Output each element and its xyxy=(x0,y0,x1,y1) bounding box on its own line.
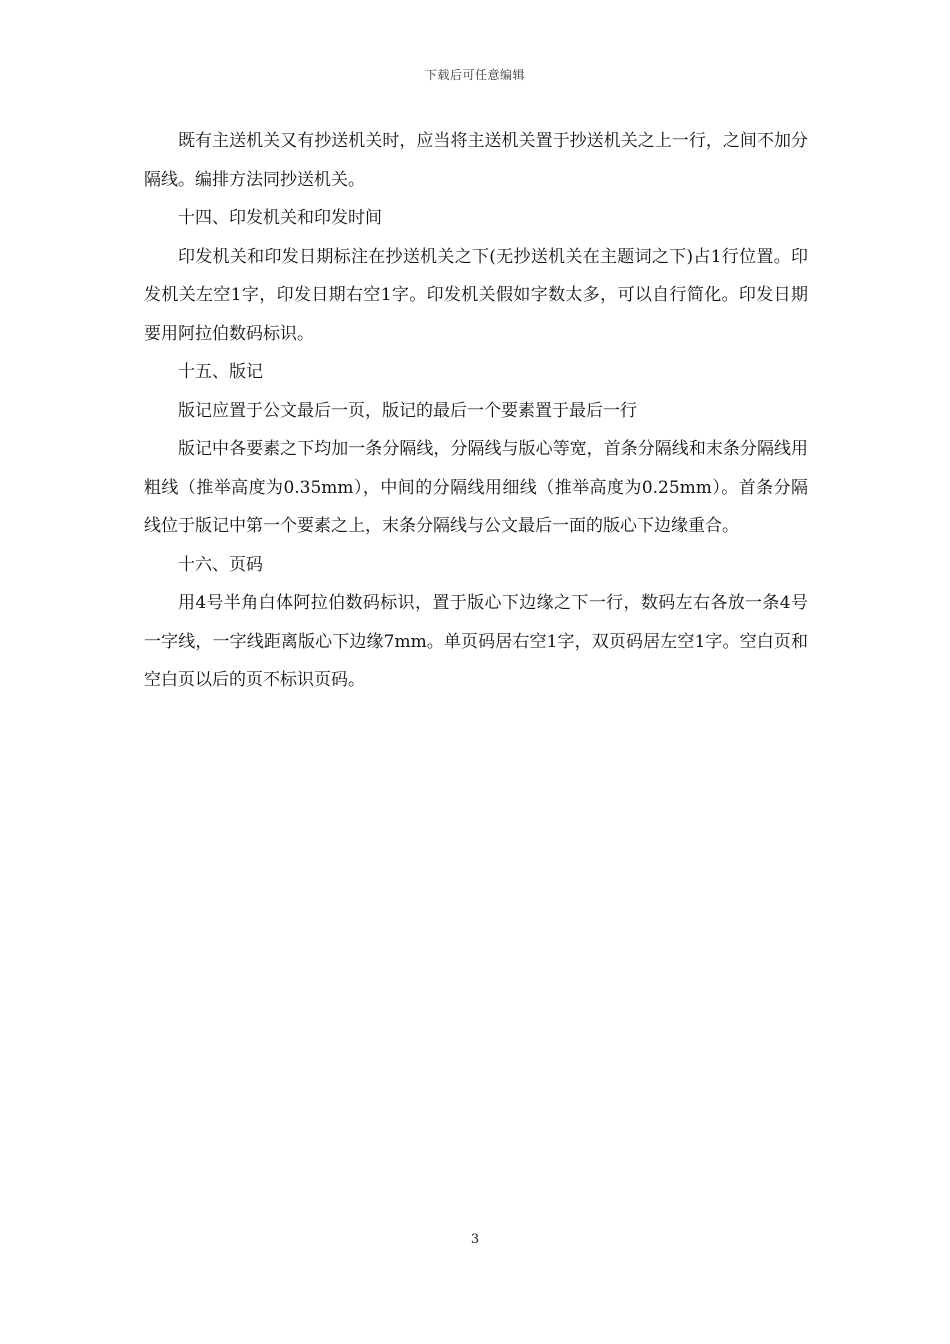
page-header: 下载后可任意编辑 xyxy=(424,68,525,82)
paragraph-main-and-cc-organs: 既有主送机关又有抄送机关时，应当将主送机关置于抄送机关之上一行，之间不加分隔线。编排方法同抄送机关。 xyxy=(144,131,808,190)
paragraph-colophon-position: 版记应置于公文最后一页，版记的最后一个要素置于最后一行 xyxy=(178,400,637,421)
paragraph-page-numbers: 用4号半角白体阿拉伯数码标识，置于版心下边缘之下一行，数码左右各放一条4号一字线，一字线距离版心下边缘7mm。单页码居右空1字，双页码居左空1字。空白页和空白页以后的页不标识页码。 xyxy=(144,593,808,690)
section-heading-16: 十六、页码 xyxy=(178,554,263,575)
page-number: 3 xyxy=(470,1232,480,1247)
section-heading-15: 十五、版记 xyxy=(178,362,263,382)
document-body xyxy=(144,122,808,700)
paragraph-issuing-organ: 印发机关和印发日期标注在抄送机关之下(无抄送机关在主题词之下)占1行位置。印发机关左空1字，印发日期右空1字。印发机关假如字数太多，可以自行简化。印发日期要用阿拉伯数码标识。 xyxy=(144,246,808,344)
section-heading-14: 十四、印发机关和印发时间 xyxy=(178,208,382,228)
paragraph-colophon-lines: 版记中各要素之下均加一条分隔线，分隔线与版心等宽，首条分隔线和末条分隔线用粗线（推举高度为0.35mm），中间的分隔线用细线（推举高度为0.25mm）。首条分隔线位于版记中第一个要素之上，末条分隔线与公文最后一面的版心下边缘重合。 xyxy=(144,439,808,536)
